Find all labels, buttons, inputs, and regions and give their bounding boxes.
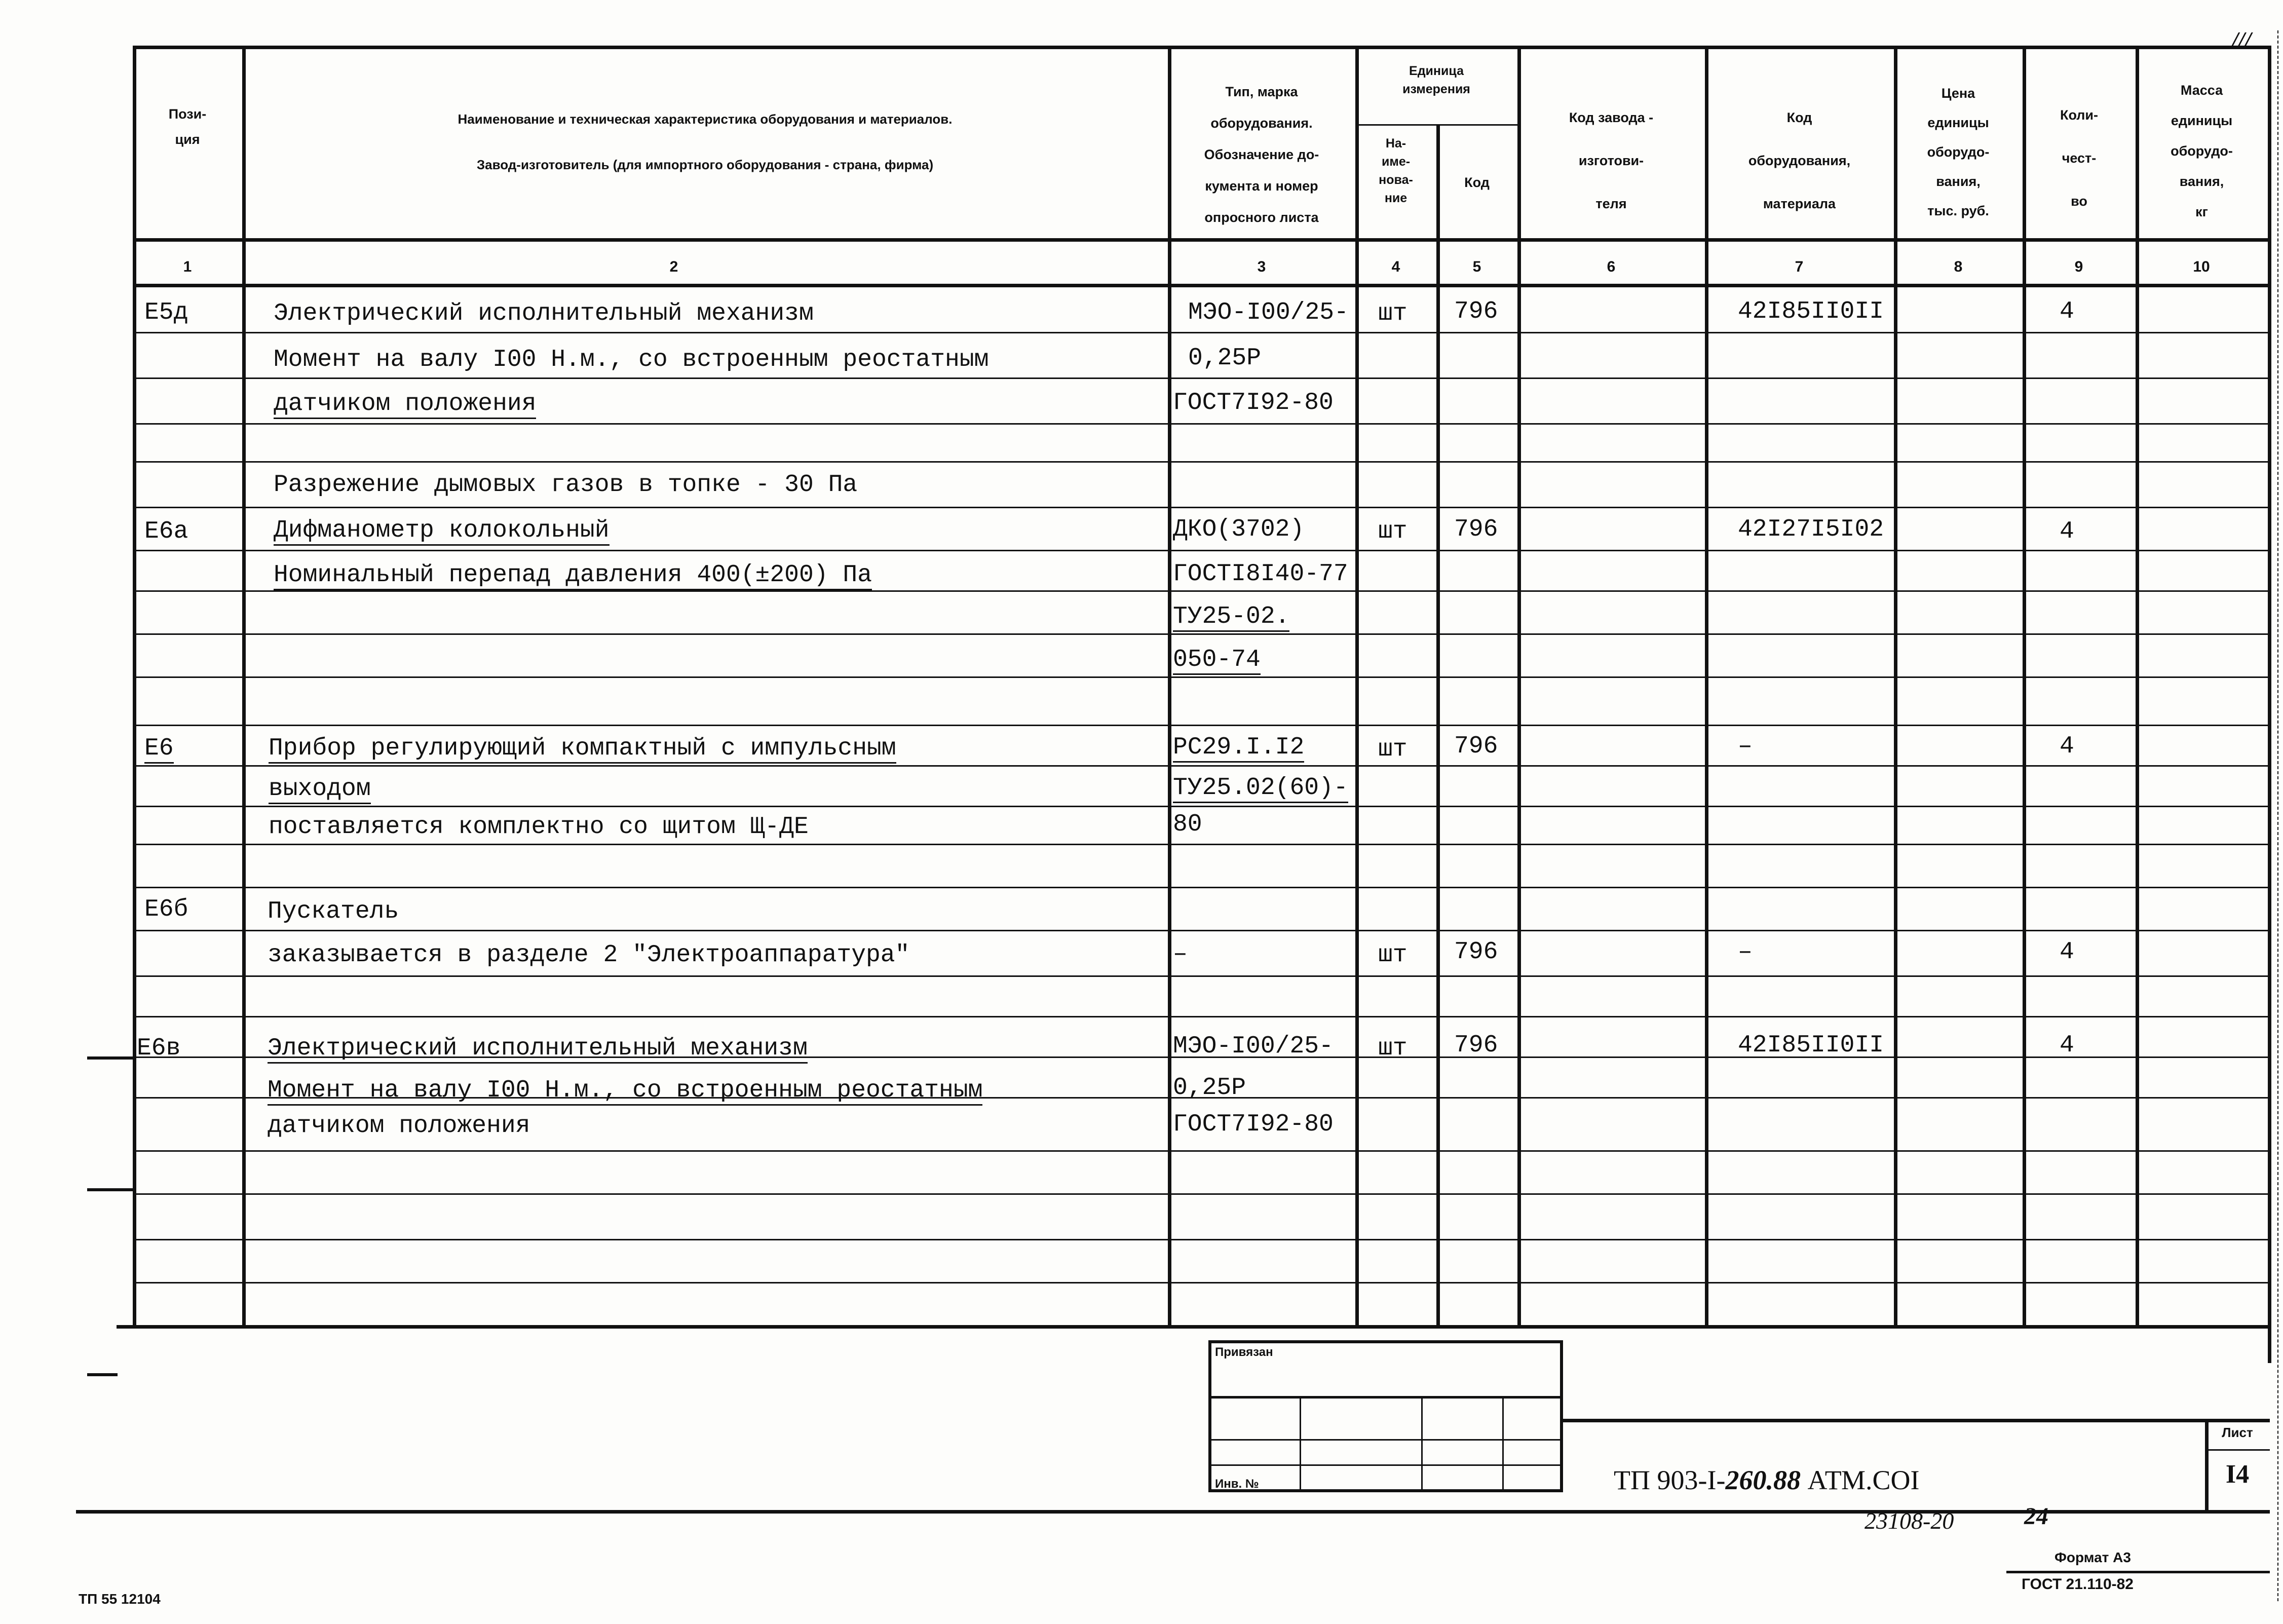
equipment-code-cell: 42I85II0II	[1738, 1032, 1884, 1059]
header-equipment-code: Код оборудования, материала	[1748, 110, 1851, 211]
header-unit-name: На- име- нова- ние	[1379, 136, 1413, 205]
name-cell: Момент на валу I00 Н.м., со встроенным реостатным	[268, 1077, 982, 1106]
quantity-cell: 4	[2060, 518, 2074, 545]
corner-mark: ///	[2232, 27, 2252, 53]
unit-cell: шт	[1378, 941, 1407, 969]
name-cell: Электрический исполнительный механизм	[268, 1035, 808, 1064]
right-edge-line	[2277, 30, 2278, 1601]
colnum-bottom-line	[133, 284, 2270, 287]
name-cell: Пускатель	[268, 898, 399, 925]
colnum: 6	[1607, 258, 1616, 275]
equipment-code-cell: 42I85II0II	[1738, 298, 1884, 325]
header-quantity: Коли- чест- во	[2060, 107, 2099, 209]
position-cell: Е5д	[144, 299, 188, 326]
equipment-code-cell: –	[1738, 938, 1753, 966]
name-cell: выходом	[269, 775, 371, 804]
name-cell: датчиком положения	[268, 1112, 530, 1140]
position-cell: Е6а	[144, 518, 188, 545]
colnum: 3	[1257, 258, 1266, 275]
unit-code-cell: 796	[1454, 733, 1498, 760]
equipment-code-cell: 42I27I5I02	[1738, 516, 1884, 543]
table-bottom-line	[117, 1325, 2270, 1329]
unit-cell: шт	[1378, 518, 1407, 545]
name-cell: Разрежение дымовых газов в топке - 30 Па	[274, 471, 858, 499]
name-cell: Дифманометр колокольный	[274, 517, 610, 546]
name-cell: Номинальный перепад давления 400(±200) Па	[274, 561, 872, 590]
quantity-cell: 4	[2060, 298, 2074, 325]
header-name: Наименование и техническая характеристика оборудования и материалов. Завод-изготовитель (для импортного оборудования - страна, фирма)	[458, 111, 953, 172]
position-cell: Е6в	[137, 1035, 181, 1062]
sheet-label: Лист	[2222, 1425, 2253, 1440]
header-unit-group: Единица измерения	[1402, 64, 1470, 96]
name-cell: поставляется комплектно со щитом Щ-ДЕ	[269, 813, 809, 841]
unit-code-cell: 796	[1454, 516, 1498, 543]
type-cell: 0,25Р	[1173, 1074, 1246, 1102]
left-code: ТП 55 12104	[79, 1591, 161, 1607]
header-price: Цена единицы оборудо- вания, тыс. руб.	[1927, 86, 1990, 218]
type-cell: 80	[1173, 811, 1202, 838]
colnum: 1	[183, 258, 192, 275]
type-cell: ТУ25.02(60)-	[1173, 774, 1348, 803]
type-cell: ГОСТ7I92-80	[1173, 1111, 1334, 1138]
colnum: 4	[1391, 258, 1400, 275]
colnum: 7	[1795, 258, 1804, 275]
colnum: 2	[669, 258, 678, 275]
type-cell: МЭО-I00/25-	[1173, 1033, 1334, 1060]
type-cell: ГОСТI8I40-77	[1173, 560, 1348, 588]
name-cell: Прибор регулирующий компактный с импульсным	[269, 735, 896, 764]
header-unit-code: Код	[1464, 175, 1490, 190]
unit-code-cell: 796	[1454, 938, 1498, 966]
header-type: Тип, марка оборудования. Обозначение до- кумента и номер опросного листа	[1204, 84, 1319, 225]
type-cell: ДКО(3702)	[1173, 516, 1305, 543]
binding-stamp	[1208, 1340, 1563, 1492]
colnum: 8	[1954, 258, 1963, 275]
position-cell: Е6	[144, 735, 174, 764]
unit-cell: шт	[1378, 736, 1407, 763]
name-cell: датчиком положения	[274, 390, 536, 419]
name-cell: Электрический исполнительный механизм	[274, 300, 814, 327]
frame-top	[133, 46, 2270, 49]
format-label: Формат А3	[2054, 1550, 2131, 1565]
sheet-number: I4	[2225, 1460, 2250, 1489]
handwritten-number: 23108-20	[1865, 1508, 1954, 1534]
frame-right	[2268, 46, 2271, 1363]
header-bottom-line	[133, 238, 2270, 242]
header-plant-code: Код завода - изготови- теля	[1569, 110, 1654, 211]
quantity-cell: 4	[2060, 938, 2074, 966]
document-code: ТП 903-I-260.88 АТМ.СОI	[1614, 1465, 1920, 1495]
name-cell: Момент на валу I00 Н.м., со встроенным реостатным	[274, 346, 989, 373]
type-cell: МЭО-I00/25-	[1188, 299, 1349, 326]
handwritten-page: 24	[2024, 1503, 2048, 1530]
quantity-cell: 4	[2060, 1032, 2074, 1059]
type-cell: 050-74	[1173, 646, 1261, 675]
name-cell: заказывается в разделе 2 "Электроаппаратура"	[268, 941, 910, 969]
type-cell: ТУ25-02.	[1173, 603, 1289, 632]
position-cell: Е6б	[144, 896, 188, 923]
colnum: 5	[1472, 258, 1481, 275]
inventory-label: Инв. №	[1215, 1477, 1259, 1491]
header-pos: Пози- ция	[168, 106, 207, 147]
colnum: 9	[2074, 258, 2083, 275]
gost-label: ГОСТ 21.110-82	[2022, 1576, 2134, 1593]
unit-code-cell: 796	[1454, 298, 1498, 325]
unit-cell: шт	[1378, 1035, 1407, 1062]
unit-code-cell: 796	[1454, 1032, 1498, 1059]
equipment-code-cell: –	[1738, 733, 1753, 760]
type-cell: ГОСТ7I92-80	[1173, 389, 1334, 417]
binding-label: Привязан	[1215, 1345, 1273, 1359]
type-cell: РС29.I.I2	[1173, 734, 1304, 763]
header-mass: Масса единицы оборудо- вания, кг	[2171, 83, 2233, 219]
unit-cell: шт	[1378, 300, 1407, 327]
colnum: 10	[2193, 258, 2210, 275]
type-cell: –	[1173, 940, 1188, 968]
type-cell: 0,25Р	[1188, 345, 1262, 372]
quantity-cell: 4	[2060, 733, 2074, 760]
